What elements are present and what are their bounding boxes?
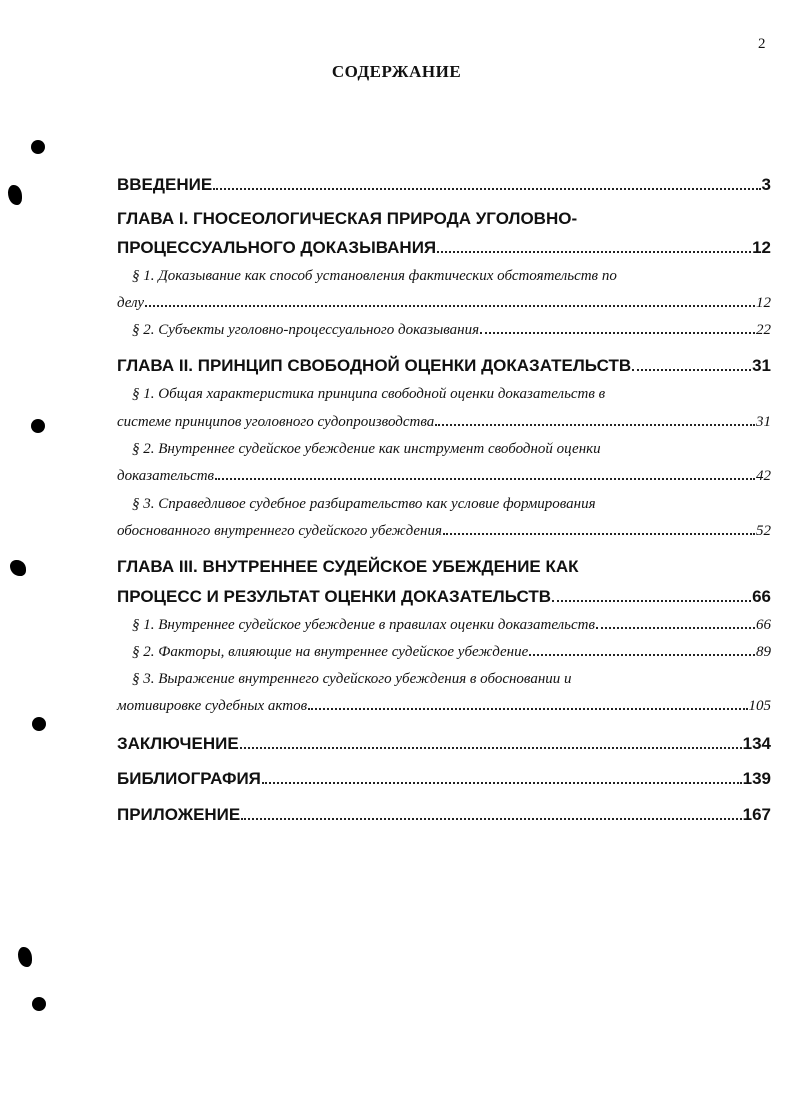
toc-section-3-2 (132, 644, 771, 661)
ink-blot-mark (10, 560, 26, 576)
toc-entry-title: § 2. Факторы, влияющие на внутреннее судейское убеждение (132, 644, 529, 660)
dot-leader (596, 626, 755, 629)
toc-entry-bibliography (117, 769, 771, 789)
toc-entry-title: ПРИЛОЖЕНИЕ (117, 805, 241, 824)
dot-leader (240, 746, 742, 749)
toc-entry-title: § 1. Общая характеристика принципа свободной оценки доказательств в (132, 386, 606, 402)
toc-section-3-1 (132, 617, 771, 634)
toc-page-number: 31 (756, 414, 771, 430)
toc-entry-appendix (117, 805, 771, 825)
toc-section-2-3-line1 (132, 496, 771, 513)
toc-chapter-3-line2 (117, 587, 771, 607)
toc-page-number: 22 (756, 322, 771, 338)
toc-section-2-1-line2 (117, 414, 771, 431)
toc-entry-title: БИБЛИОГРАФИЯ (117, 769, 261, 788)
toc-entry-title: ВВЕДЕНИЕ (117, 175, 213, 194)
dot-leader (241, 817, 741, 820)
dot-leader (529, 653, 755, 656)
dot-leader (262, 781, 742, 784)
toc-page-number: 105 (748, 698, 771, 714)
toc-section-1-2 (132, 322, 771, 339)
toc-section-1-1-line1 (132, 268, 771, 285)
toc-entry-title: делу (117, 295, 145, 311)
dot-leader (632, 368, 751, 371)
toc-entry-title: ЗАКЛЮЧЕНИЕ (117, 734, 239, 753)
toc-section-2-2-line1 (132, 441, 771, 458)
toc-section-3-3-line1 (132, 671, 771, 688)
toc-section-2-3-line2 (117, 523, 771, 540)
dot-leader (435, 423, 755, 426)
dot-leader (437, 250, 751, 253)
binder-hole-mark (32, 997, 46, 1011)
dot-leader (552, 599, 751, 602)
toc-page-number: 12 (752, 238, 771, 257)
ink-blot-mark (18, 947, 32, 967)
toc-page-number: 66 (756, 617, 771, 633)
toc-section-2-1-line1 (132, 386, 771, 403)
dot-leader (308, 707, 747, 710)
binder-hole-mark (31, 419, 45, 433)
toc-entry-title: системе принципов уголовного судопроизводства (117, 414, 435, 430)
page-number: 2 (758, 36, 766, 52)
binder-hole-mark (32, 717, 46, 731)
toc-page-number: 12 (756, 295, 771, 311)
toc-page-number: 31 (752, 356, 771, 375)
toc-page-number: 167 (742, 805, 771, 824)
toc-entry-title: § 1. Доказывание как способ установления фактических обстоятельств по (132, 268, 617, 284)
toc-chapter-1-line1 (117, 209, 771, 229)
dot-leader (145, 304, 755, 307)
toc-section-3-3-line2 (117, 698, 771, 715)
toc-entry-title: § 1. Внутреннее судейское убеждение в правилах оценки доказательств (132, 617, 595, 633)
toc-page-number: 134 (742, 734, 771, 753)
toc-chapter-1-line2 (117, 238, 771, 258)
ink-blot-mark (8, 185, 22, 205)
toc-page-number: 52 (756, 523, 771, 539)
toc-page-number: 42 (756, 468, 771, 484)
toc-entry-title: § 2. Внутреннее судейское убеждение как инструмент свободной оценки (132, 441, 601, 457)
toc-section-2-2-line2 (117, 468, 771, 485)
toc-page-number: 66 (752, 587, 771, 606)
toc-entry-title: ГЛАВА I. ГНОСЕОЛОГИЧЕСКАЯ ПРИРОДА УГОЛОВНО- (117, 209, 578, 228)
toc-entry-title: ГЛАВА II. ПРИНЦИП СВОБОДНОЙ ОЦЕНКИ ДОКАЗАТЕЛЬСТВ (117, 356, 632, 375)
toc-entry-intro (117, 175, 771, 195)
dot-leader (480, 331, 755, 334)
dot-leader (443, 532, 755, 535)
binder-hole-mark (31, 140, 45, 154)
toc-chapter-2 (117, 356, 771, 376)
toc-entry-title: § 2. Субъекты уголовно-процессуального доказывания (132, 322, 480, 338)
toc-entry-title: § 3. Выражение внутреннего судейского убеждения в обосновании и (132, 671, 572, 687)
toc-chapter-3-line1 (117, 557, 771, 577)
toc-entry-title: § 3. Справедливое судебное разбирательство как условие формирования (132, 496, 596, 512)
toc-entry-conclusion (117, 734, 771, 754)
dot-leader (213, 187, 760, 190)
toc-entry-title: ПРОЦЕСС И РЕЗУЛЬТАТ ОЦЕНКИ ДОКАЗАТЕЛЬСТВ (117, 587, 552, 606)
toc-page-number: 3 (761, 175, 771, 194)
toc-entry-title: доказательств (117, 468, 215, 484)
toc-page-number: 89 (756, 644, 771, 660)
page-title: СОДЕРЖАНИЕ (331, 62, 462, 81)
toc-entry-title: ПРОЦЕССУАЛЬНОГО ДОКАЗЫВАНИЯ (117, 238, 437, 257)
toc-entry-title: мотивировке судебных актов (117, 698, 308, 714)
toc-entry-title: ГЛАВА III. ВНУТРЕННЕЕ СУДЕЙСКОЕ УБЕЖДЕНИЕ КАК (117, 557, 579, 576)
dot-leader (215, 477, 755, 480)
toc-section-1-1-line2 (117, 295, 771, 312)
toc-entry-title: обоснованного внутреннего судейского убеждения (117, 523, 442, 539)
toc-page-number: 139 (742, 769, 771, 788)
